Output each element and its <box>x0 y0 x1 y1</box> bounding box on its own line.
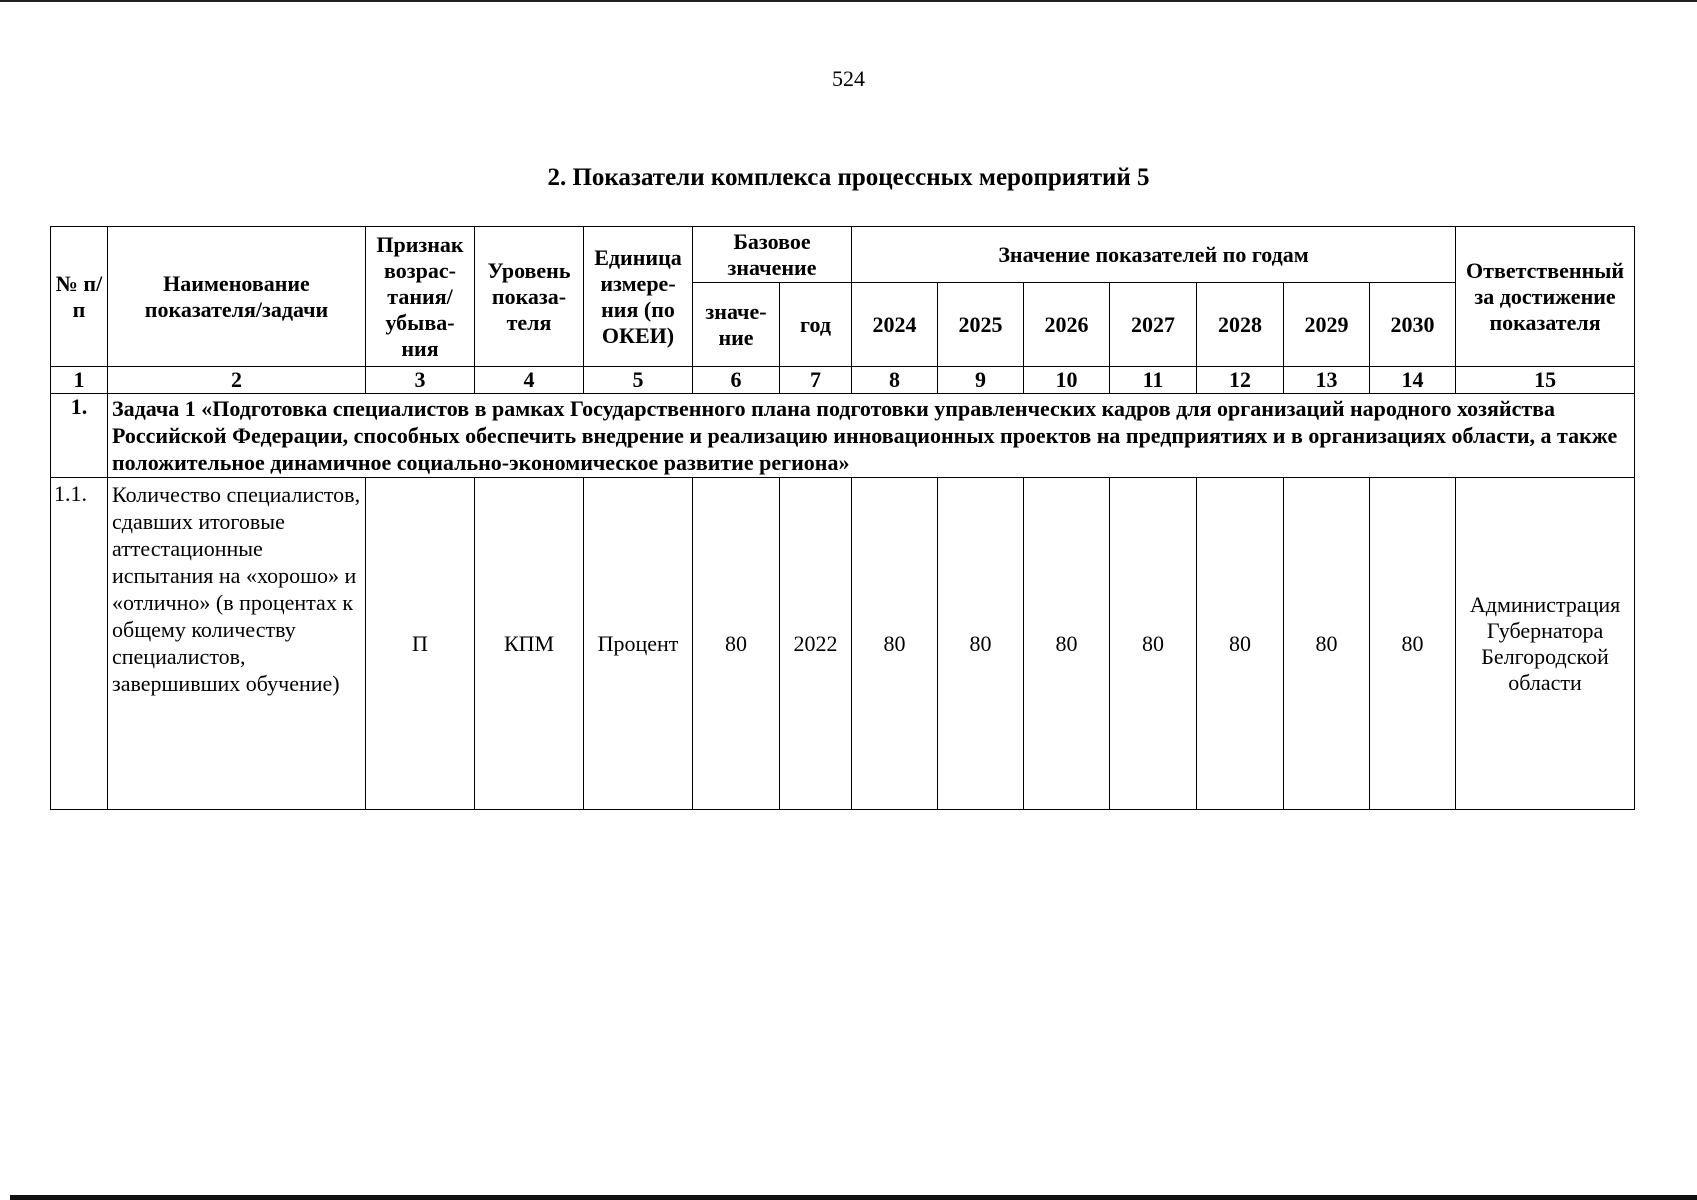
column-number: 6 <box>693 367 780 394</box>
header-row-1 <box>51 227 1635 283</box>
header-year-2029: 2029 <box>1284 283 1370 367</box>
column-number: 5 <box>584 367 693 394</box>
page-number: 524 <box>832 66 865 91</box>
column-number-row <box>51 367 1635 394</box>
column-number: 11 <box>1110 367 1197 394</box>
column-number: 13 <box>1284 367 1370 394</box>
value-2029: 80 <box>1284 478 1370 810</box>
header-base-value: значе-ние <box>693 283 780 367</box>
task-description: Задача 1 «Подготовка специалистов в рамках Государственного плана подготовки управленческих кадров для организаций народного хозяйства Российской Федерации, способных обеспечить внедрение и реализацию инновационных проектов на предприятиях и в организациях области, а также положительное динамичное социально-экономическое развитие региона» <box>108 394 1635 478</box>
column-number: 7 <box>780 367 852 394</box>
column-number: 14 <box>1370 367 1456 394</box>
header-base-year: год <box>780 283 852 367</box>
column-number: 8 <box>852 367 938 394</box>
header-responsible: Ответственный за достижение показателя <box>1456 227 1635 367</box>
table-row <box>51 478 1635 810</box>
value-2030: 80 <box>1370 478 1456 810</box>
value-2028: 80 <box>1197 478 1284 810</box>
task-number: 1. <box>51 394 108 478</box>
header-year-2030: 2030 <box>1370 283 1456 367</box>
document-title: 2. Показатели комплекса процессных мероприятий 5 <box>547 164 1150 191</box>
column-number: 12 <box>1197 367 1284 394</box>
column-number: 9 <box>938 367 1024 394</box>
header-year-2026: 2026 <box>1024 283 1110 367</box>
header-years-group: Значение показателей по годам <box>852 227 1456 283</box>
header-year-2027: 2027 <box>1110 283 1197 367</box>
value-2025: 80 <box>938 478 1024 810</box>
indicator-level: КПМ <box>475 478 584 810</box>
responsible-party: Администрация Губернатора Белгородской области <box>1456 478 1635 810</box>
bottom-border-line <box>10 1195 1697 1200</box>
value-2024: 80 <box>852 478 938 810</box>
column-number: 1 <box>51 367 108 394</box>
header-name: Наименование показателя/задачи <box>108 227 366 367</box>
task-row <box>51 394 1635 478</box>
indicator-sign: П <box>366 478 475 810</box>
header-unit: Единица измере-ния (по ОКЕИ) <box>584 227 693 367</box>
column-number: 10 <box>1024 367 1110 394</box>
indicator-unit: Процент <box>584 478 693 810</box>
header-num: № п/п <box>51 227 108 367</box>
header-year-2025: 2025 <box>938 283 1024 367</box>
row-number: 1.1. <box>51 478 108 810</box>
column-number: 4 <box>475 367 584 394</box>
header-year-2028: 2028 <box>1197 283 1284 367</box>
value-2027: 80 <box>1110 478 1197 810</box>
column-number: 15 <box>1456 367 1635 394</box>
header-year-2024: 2024 <box>852 283 938 367</box>
header-base-group: Базовое значение <box>693 227 852 283</box>
column-number: 2 <box>108 367 366 394</box>
header-level: Уровень показа-теля <box>475 227 584 367</box>
indicator-name: Количество специалистов, сдавших итоговые аттестационные испытания на «хорошо» и «отлично» (в процентах к общему количеству специалистов, завершивших обучение) <box>108 478 366 810</box>
indicators-table <box>50 226 1635 810</box>
value-2026: 80 <box>1024 478 1110 810</box>
base-value: 80 <box>693 478 780 810</box>
base-year: 2022 <box>780 478 852 810</box>
column-number: 3 <box>366 367 475 394</box>
header-sign: Признак возрас-тания/ убыва-ния <box>366 227 475 367</box>
top-border-line <box>0 0 1697 2</box>
